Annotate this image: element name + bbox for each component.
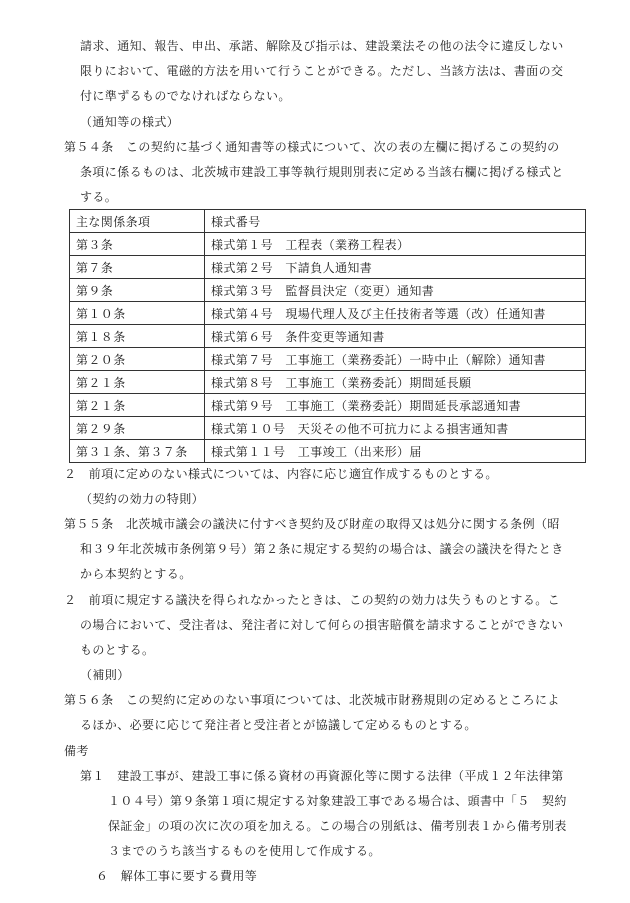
remarks-item1-line-2: １０４号）第９条第１項に規定する対象建設工事である場合は、頭書中「５ 契約: [108, 794, 567, 808]
table-cell-clause: 第３条: [70, 233, 205, 256]
table-cell-clause: 第２９条: [70, 417, 205, 440]
table-cell-form: 様式第２号 下請負人通知書: [205, 256, 586, 279]
remarks-item1-line-4: ３までのうち該当するものを使用して作成する。: [108, 844, 381, 858]
intro-line-2: 限りにおいて、電磁的方法を用いて行うことができる。ただし、当該方法は、書面の交: [80, 64, 564, 78]
remarks-item1-line-1: 第１ 建設工事が、建設工事に係る資材の再資源化等に関する法律（平成１２年法律第: [80, 769, 564, 783]
art54-line-2: 条項に係るものは、北茨城市建設工事等執行規則別表に定める当該右欄に掲げる様式と: [80, 165, 564, 179]
table-row: [70, 440, 586, 463]
table-cell-form: 様式第１０号 天災その他不可抗力による損害通知書: [205, 417, 586, 440]
intro-line-3: 付に準ずるものでなければならない。: [80, 89, 291, 103]
art55-para2-line-1: ２ 前項に規定する議決を得られなかったときは、この契約の効力は失うものとする。こ: [64, 593, 561, 607]
table-row: [70, 233, 586, 256]
table-cell-clause: 第２１条: [70, 394, 205, 417]
table-row: [70, 394, 586, 417]
table-cell-form: 様式第８号 工事施工（業務委託）期間延長願: [205, 371, 586, 394]
table-header-form: 様式番号: [205, 210, 586, 233]
table-cell-clause: 第９条: [70, 279, 205, 302]
art55-line-2: 和３９年北茨城市条例第９号）第２条に規定する契約の場合は、議会の議決を得たとき: [80, 542, 564, 556]
table-cell-form: 様式第３号 監督員決定（変更）通知書: [205, 279, 586, 302]
intro-line-1: 請求、通知、報告、申出、承諾、解除及び指示は、建設業法その他の法令に違反しない: [80, 39, 564, 53]
table-row: [70, 371, 586, 394]
art54-para2: ２ 前項に定めのない様式については、内容に応じ適宜作成するものとする。: [64, 467, 498, 481]
table-cell-form: 様式第１号 工程表（業務工程表）: [205, 233, 586, 256]
table-cell-form: 様式第１１号 工事竣工（出来形）届: [205, 440, 586, 463]
art55-para2-line-3: ものとする。: [80, 643, 155, 657]
table-cell-form: 様式第４号 現場代理人及び主任技術者等選（改）任通知書: [205, 302, 586, 325]
table-header-clause: 主な関係条項: [70, 210, 205, 233]
art56-line-1: 第５６条 この契約に定めのない事項については、北茨城市財務規則の定めるところによ: [64, 693, 560, 707]
table-cell-form: 様式第９号 工事施工（業務委託）期間延長承認通知書: [205, 394, 586, 417]
table-cell-form: 様式第６号 条件変更等通知書: [205, 325, 586, 348]
art56-heading: （補則）: [80, 668, 130, 682]
table-row: [70, 256, 586, 279]
table-cell-clause: 第２０条: [70, 348, 205, 371]
table-cell-clause: 第１８条: [70, 325, 205, 348]
art54-line-1: 第５４条 この契約に基づく通知書等の様式について、次の表の左欄に掲げるこの契約の: [64, 140, 560, 154]
art54-line-3: する。: [80, 190, 118, 204]
art55-heading: （契約の効力の特則）: [80, 492, 205, 506]
table-row: [70, 302, 586, 325]
table-cell-clause: 第３１条、第３７条: [70, 440, 205, 463]
table-header-row: [70, 210, 586, 233]
remarks-heading: 備考: [64, 744, 89, 758]
table-cell-clause: 第１０条: [70, 302, 205, 325]
art55-line-3: から本契約とする。: [80, 567, 192, 581]
art55-line-1: 第５５条 北茨城市議会の議決に付すべき契約及び財産の取得又は処分に関する条例（昭: [64, 517, 560, 531]
remarks-item6: ６ 解体工事に要する費用等: [96, 869, 258, 883]
table-row: [70, 417, 586, 440]
table-cell-form: 様式第７号 工事施工（業務委託）一時中止（解除）通知書: [205, 348, 586, 371]
remarks-item1-line-3: 保証金」の項の次に次の項を加える。この場合の別紙は、備考別表１から備考別表: [108, 819, 567, 833]
table-row: [70, 325, 586, 348]
art56-line-2: るほか、必要に応じて発注者と受注者とが協議して定めるものとする。: [80, 718, 477, 732]
table-row: [70, 348, 586, 371]
art55-para2-line-2: の場合において、受注者は、発注者に対して何らの損害賠償を請求することができない: [80, 618, 564, 632]
table-cell-clause: 第７条: [70, 256, 205, 279]
table-cell-clause: 第２１条: [70, 371, 205, 394]
table-row: [70, 279, 586, 302]
art54-heading: （通知等の様式）: [80, 115, 180, 129]
forms-table: [69, 209, 586, 463]
